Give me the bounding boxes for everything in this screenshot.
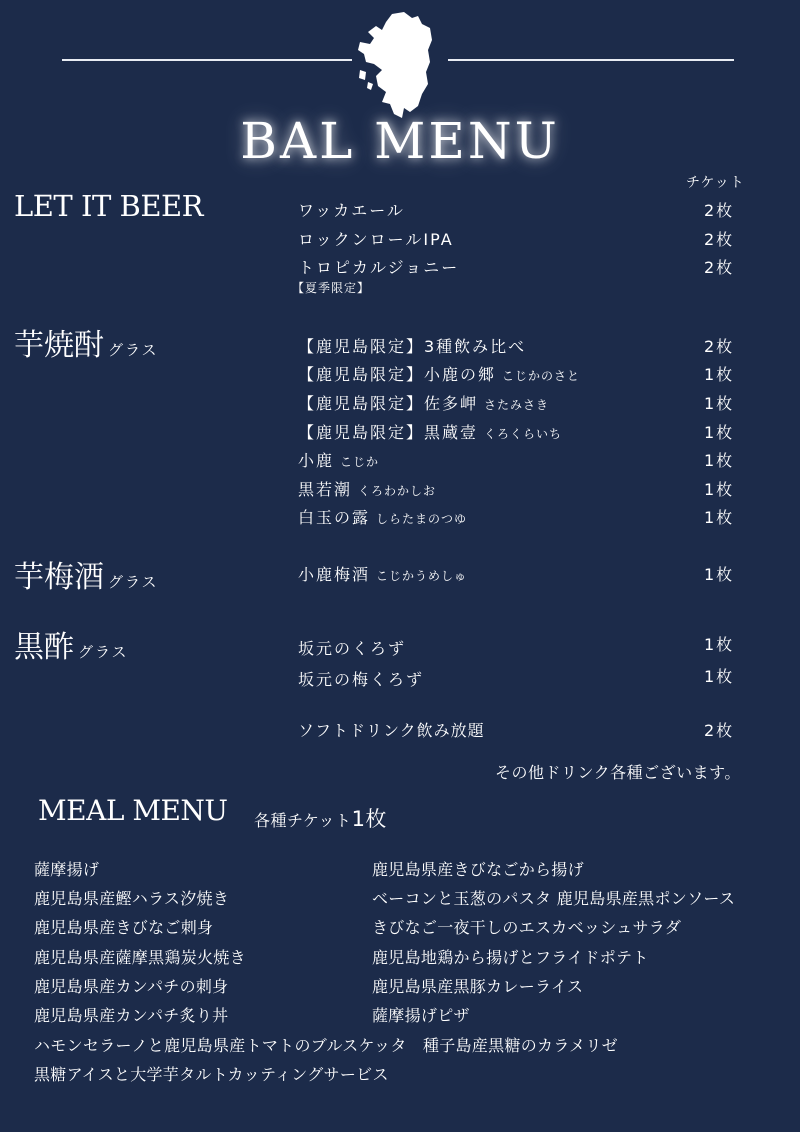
beer-item-3: トロピカルジョニー [298, 258, 460, 277]
vinegar-section-title: 黒酢 グラス [14, 630, 129, 665]
beer-section-title: LET IT BEER [14, 189, 203, 223]
shochu-item-6-tickets: 1枚 [704, 480, 735, 499]
shochu-item-7: 白玉の露 しらたまのつゆ [298, 508, 468, 527]
meal-right-item: 薩摩揚げピザ [372, 1006, 470, 1025]
shochu-section-title: 芋焼酎 グラス [14, 328, 159, 363]
umeshu-item-1-tickets: 1枚 [704, 565, 735, 584]
vinegar-item-2: 坂元の梅くろず [298, 670, 425, 689]
shochu-item-6: 黒若潮 くろわかしお [298, 480, 437, 499]
beer-item-2: ロックンロールIPA [298, 230, 454, 249]
meal-right-item: 鹿児島地鶏から揚げとフライドポテト [372, 948, 649, 967]
meal-right-item: きびなご一夜干しのエスカベッシュサラダ [372, 918, 682, 937]
shochu-item-3-tickets: 1枚 [704, 394, 735, 413]
meal-right-item: ベーコンと玉葱のパスタ 鹿児島県産黒ポンソース [372, 889, 736, 908]
shochu-item-5: 小鹿 こじか [298, 451, 380, 470]
meal-right-item: 鹿児島県産黒豚カレーライス [372, 977, 584, 996]
shochu-item-2: 【鹿児島限定】小鹿の郷 こじかのさと [298, 365, 581, 384]
vinegar-item-2-tickets: 1枚 [704, 667, 735, 686]
header-rule-right [448, 59, 734, 61]
header-rule-left [62, 59, 352, 61]
soft-drink-tickets: 2枚 [704, 721, 735, 740]
meal-full-item: ハモンセラーノと鹿児島県産トマトのブルスケッタ 種子島産黒糖のカラメリゼ [34, 1036, 618, 1055]
shochu-item-1-tickets: 2枚 [704, 337, 735, 356]
vinegar-item-1-tickets: 1枚 [704, 635, 735, 654]
page-title: BAL MENU [240, 112, 560, 170]
meal-left-item: 鹿児島県産カンパチの刺身 [34, 977, 229, 996]
shochu-item-7-tickets: 1枚 [704, 508, 735, 527]
meal-ticket-note: 各種チケット1枚 [254, 807, 387, 831]
soft-drink-item: ソフトドリンク飲み放題 [298, 721, 485, 740]
seasonal-note: 【夏季限定】 [292, 281, 371, 295]
meal-left-item: 鹿児島県産カンパチ炙り丼 [34, 1006, 229, 1025]
meal-section-title: MEAL MENU [38, 794, 228, 827]
meal-left-item: 鹿児島県産きびなご刺身 [34, 918, 214, 937]
meal-left-item: 薩摩揚げ [34, 860, 100, 879]
beer-item-1-tickets: 2枚 [704, 201, 735, 220]
meal-left-item: 鹿児島県産鰹ハラス汐焼き [34, 889, 230, 908]
shochu-item-2-tickets: 1枚 [704, 365, 735, 384]
meal-right-item: 鹿児島県産きびなごから揚げ [372, 860, 584, 879]
shochu-item-4: 【鹿児島限定】黒蔵壹 くろくらいち [298, 423, 563, 442]
ticket-header: チケット [686, 175, 745, 191]
meal-left-item: 鹿児島県産薩摩黒鶏炭火焼き [34, 948, 246, 967]
shochu-item-5-tickets: 1枚 [704, 451, 735, 470]
other-drinks-note: その他ドリンク各種ございます。 [495, 763, 741, 782]
shochu-item-3: 【鹿児島限定】佐多岬 さたみさき [298, 394, 550, 413]
beer-item-1: ワッカエール [298, 201, 405, 220]
shochu-item-1: 【鹿児島限定】3種飲み比べ [298, 337, 527, 356]
shochu-item-4-tickets: 1枚 [704, 423, 735, 442]
kyushu-map-logo [352, 10, 448, 120]
beer-item-2-tickets: 2枚 [704, 230, 735, 249]
beer-item-3-tickets: 2枚 [704, 258, 735, 277]
vinegar-item-1: 坂元のくろず [298, 639, 407, 658]
umeshu-item-1: 小鹿梅酒 こじかうめしゅ [298, 565, 468, 584]
umeshu-section-title: 芋梅酒 グラス [14, 560, 159, 595]
meal-full-item: 黒糖アイスと大学芋タルトカッティングサービス [34, 1065, 389, 1084]
